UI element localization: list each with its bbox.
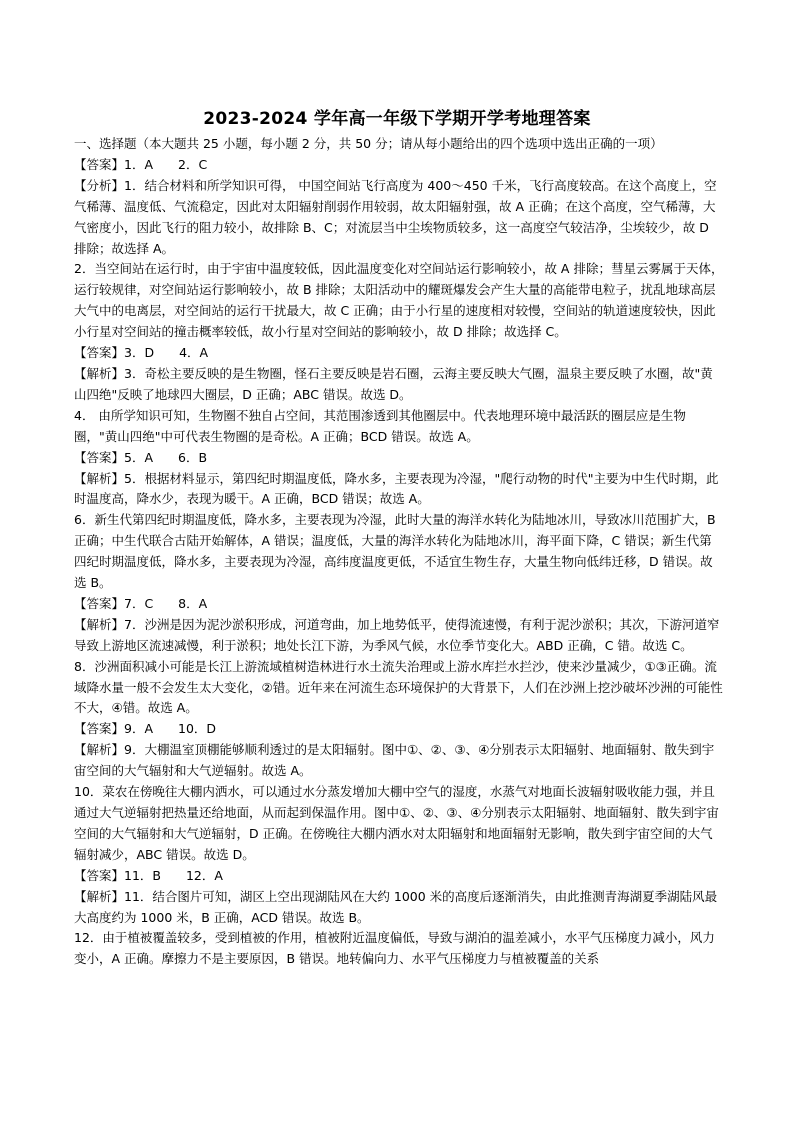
- analysis-paragraph: 【解析】5．根据材料显示，第四纪时期温度低，降水多，主要表现为冷湿，"爬行动物的时代"主要为中生代时期，此时温度高，降水少，表现为暖干。A 正确，BCD 错误；故选 A。: [74, 470, 719, 507]
- analysis-paragraph: 2．当空间站在运行时，由于宇宙中温度较低，因此温度变化对空间站运行影响较小，故 A 排除；彗星云雾属于天体，运行较规律，对空间站运行影响较小，故 B 排除；太阳活动中的耀斑爆发会产生大量的高能带电粒子，扰乱地球高层大气中的电离层，对空间站的运行干扰最大，故 C 正确；由于小行星的速度相对较慢，空间站的轨道速度较快，因此小行星对空间站的撞击概率较低，故小行星对空间站的影响较小，故 D 排除；故选择 C。: [74, 261, 724, 340]
- analysis-paragraph: 【解析】3．奇松主要反映的是生物圈，怪石主要反映是岩石圈，云海主要反映大气圈，温泉主要反映了水圈，故"黄山四绝"反映了地球四大圈层，D 正确；ABC 错误。故选 D。: [74, 365, 713, 402]
- answer-line: 【答案】9．A 10．D: [74, 721, 217, 737]
- analysis-paragraph: 【解析】9．大棚温室顶棚能够顺利透过的是太阳辐射。图中①、②、③、④分别表示太阳辐射、地面辐射、散失到宇宙空间的大气辐射和大气逆辐射。故选 A。: [74, 742, 715, 779]
- analysis-paragraph: 【解析】7．沙洲是因为泥沙淤积形成，河道弯曲，加上地势低平，使得流速慢，有利于泥沙淤积；其次，下游河道窄导致上游地区流速减慢，利于淤积；地处长江下游，为季风气候，水位季节变化大。ABD 正确，C 错。故选 C。: [74, 616, 720, 653]
- analysis-paragraph: 8．沙洲面积减小可能是长江上游流域植树造林进行水土流失治理或上游水库拦水拦沙，使来沙量减少，①③正确。流域降水量一般不会发生太大变化，②错。近年来在河流生态环境保护的大背景下，人们在沙洲上挖沙破坏沙洲的可能性不大，④错。故选 A。: [74, 658, 723, 716]
- document-body: [74, 134, 724, 970]
- answer-line: 【答案】7．C 8．A: [74, 595, 208, 611]
- answer-line: 【答案】3．D 4．A: [74, 345, 209, 361]
- section-header: 一、选择题（本大题共 25 小题，每小题 2 分，共 50 分；请从每小题给出的四个选项中选出正确的一项）: [74, 136, 663, 151]
- answer-line: 【答案】11．B 12．A: [74, 867, 223, 883]
- analysis-paragraph: 10．菜农在傍晚往大棚内洒水，可以通过水分蒸发增加大棚中空气的湿度，水蒸气对地面长波辐射吸收能力强，并且通过大气逆辐射把热量还给地面，从而起到保温作用。图中①、②、③、④分别表示太阳辐射、地面辐射、散失到宇宙空间的大气辐射和大气逆辐射，D 正确。在傍晚往大棚内洒水对太阳辐射和地面辐射无影响，散失到宇宙空间的大气辐射减少，ABC 错误。故选 D。: [74, 784, 719, 862]
- answer-line: 【答案】5．A 6．B: [74, 449, 208, 465]
- analysis-paragraph: 【解析】11．结合图片可知，湖区上空出现湖陆风在大约 1000 米的高度后逐渐消失，由此推测青海湖夏季湖陆风最大高度约为 1000 米，B 正确，ACD 错误。故选 B。: [74, 888, 718, 925]
- answer-line: 【答案】1．A 2．C: [74, 156, 208, 172]
- document-title: 2023-2024 学年高一年级下学期开学考地理答案: [203, 109, 591, 129]
- analysis-paragraph: 12．由于植被覆盖较多，受到植被的作用，植被附近温度偏低，导致与湖泊的温差减小，水平气压梯度力减小，风力变小，A 正确。摩擦力不是主要原因，B 错误。地转偏向力、水平气压梯度力与植被覆盖的关系: [74, 930, 715, 967]
- analysis-paragraph: 6．新生代第四纪时期温度低，降水多，主要表现为冷湿，此时大量的海洋水转化为陆地冰川，导致冰川范围扩大，B 正确；中生代联合古陆开始解体，A 错误；温度低，大量的海洋水转化为陆地冰川，海平面下降，C 错误；新生代第四纪时期温度低，降水多，主要表现为冷湿，高纬度温度更低，不适宜生物生存，大量生物向低纬迁移，D 错误。故选 B。: [74, 512, 720, 591]
- analysis-paragraph: 【分析】1．结合材料和所学知识可得， 中国空间站飞行高度为 400～450 千米，飞行高度较高。在这个高度上，空气稀薄、温度低、气流稳定，因此对太阳辐射削弱作用较弱，故太阳辐射强，故 A 正确；在这个高度，空气稀薄，大气密度小，因此飞行的阻力较小，故排除 B、C；对流层当中尘埃物质较多，这一高度空气较洁净，尘埃较少，故 D 排除；故选择 A。: [74, 177, 717, 256]
- analysis-paragraph: 4． 由所学知识可知，生物圈不独自占空间，其范围渗透到其他圈层中。代表地理环境中最活跃的圈层应是生物圈，"黄山四绝"中可代表生物圈的是奇松。A 正确；BCD 错误。故选 A。: [74, 407, 686, 444]
